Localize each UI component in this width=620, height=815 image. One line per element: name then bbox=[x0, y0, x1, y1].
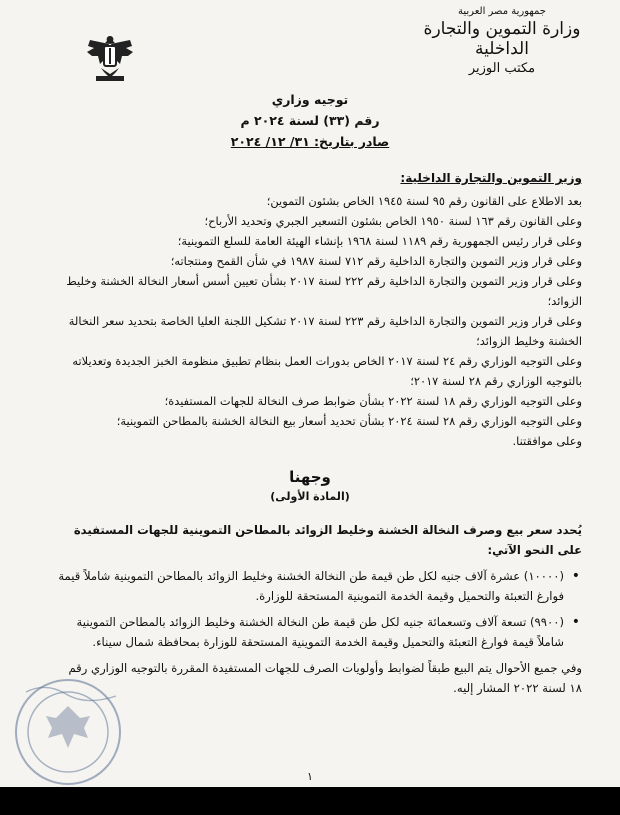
minister-heading: وزير التموين والتجارة الداخلية: bbox=[400, 171, 582, 185]
directive-type: توجيه وزاري bbox=[271, 92, 349, 107]
directive-number: رقم (٣٣) لسنة ٢٠٢٤ م bbox=[240, 113, 380, 128]
ministry-name: وزارة التموين والتجارة الداخلية bbox=[423, 19, 581, 59]
article-closing: وفي جميع الأحوال يتم البيع طبقاً لضوابط وأولويات الصرف للجهات المستفيدة المقررة بالتوجيه الوزاري رقم ١٨ لسنة ٢٠٢٢ المشار إليه. bbox=[68, 661, 582, 695]
page-number: ١ bbox=[307, 770, 313, 783]
recital: وعلى التوجيه الوزاري رقم ١٨ لسنة ٢٠٢٢ بشأن ضوابط صرف النخالة للجهات المستفيدة؛ bbox=[164, 394, 582, 408]
directive-date: صادر بتاريخ: ٣١/ ١٢/ ٢٠٢٤ bbox=[230, 134, 390, 149]
price-item: • (٩٩٠٠) تسعة آلاف وتسعمائة جنيه لكل طن قيمة طن النخالة الخشنة وخليط الزوائد بالمطاحن التموينية شاملاً قيمة فوارغ التعبئة والتحميل وقيمة الخدمة التموينية المستحقة للوزارة بمحافظة شمال سيناء. bbox=[58, 612, 582, 652]
article-label: (المادة الأولى) bbox=[270, 490, 350, 503]
republic-label: جمهورية مصر العربية bbox=[458, 6, 546, 17]
recital: وعلى التوجيه الوزاري رقم ٢٨ لسنة ٢٠٢٤ بشأن تحديد أسعار بيع النخالة الخشنة بالمطاحن التموينية؛ bbox=[116, 414, 582, 428]
price-item: • (١٠٠٠٠) عشرة آلاف جنيه لكل طن قيمة طن النخالة الخشنة وخليط الزوائد بالمطاحن التموينية شاملاً قيمة فوارغ التعبئة والتحميل وقيمة الخدمة التموينية المستحقة للوزارة. bbox=[58, 566, 582, 606]
ministry-letterhead bbox=[402, 6, 602, 76]
preamble bbox=[58, 168, 582, 451]
office-name: مكتب الوزير bbox=[468, 61, 536, 76]
recital: وعلى موافقتنا. bbox=[512, 434, 582, 448]
recital: وعلى قرار وزير التموين والتجارة الداخلية رقم ٢٢٣ لسنة ٢٠١٧ تشكيل اللجنة العليا الخاصة بتحديد سعر النخالة الخشنة وخليط الزوائد؛ bbox=[68, 314, 582, 348]
recital: وعلى قرار وزير التموين والتجارة الداخلية رقم ٧١٢ لسنة ١٩٨٧ في شأن القمح ومنتجاته؛ bbox=[170, 254, 582, 268]
recital: وعلى القانون رقم ١٦٣ لسنة ١٩٥٠ الخاص بشئون التسعير الجبري وتحديد الأرباح؛ bbox=[204, 214, 582, 228]
decision-heading bbox=[0, 468, 620, 503]
directive-title bbox=[0, 92, 620, 155]
screen-bottom-bar bbox=[0, 787, 620, 815]
article-intro: يُحدد سعر بيع وصرف النخالة الخشنة وخليط الزوائد بالمطاحن التموينية للجهات المستفيدة على النحو الآتي: bbox=[73, 523, 582, 557]
recital: وعلى التوجيه الوزاري رقم ٢٤ لسنة ٢٠١٧ الخاص بدورات العمل بنظام تطبيق منظومة الخبز الجديدة وتعديلاته بالتوجيه الوزاري رقم ٢٨ لسنة ٢٠١٧؛ bbox=[72, 354, 582, 388]
recital: وعلى قرار وزير التموين والتجارة الداخلية رقم ٢٢٢ لسنة ٢٠١٧ بشأن تعيين أسس أسعار النخالة الخشنة وخليط الزوائد؛ bbox=[66, 274, 582, 308]
eagle-emblem-icon bbox=[82, 30, 138, 86]
recital: وعلى قرار رئيس الجمهورية رقم ١١٨٩ لسنة ١٩٦٨ بإنشاء الهيئة العامة للسلع التموينية؛ bbox=[177, 234, 582, 248]
recital: بعد الاطلاع على القانون رقم ٩٥ لسنة ١٩٤٥ الخاص بشئون التموين؛ bbox=[266, 194, 582, 208]
decided-label: وجهنا bbox=[289, 468, 331, 486]
